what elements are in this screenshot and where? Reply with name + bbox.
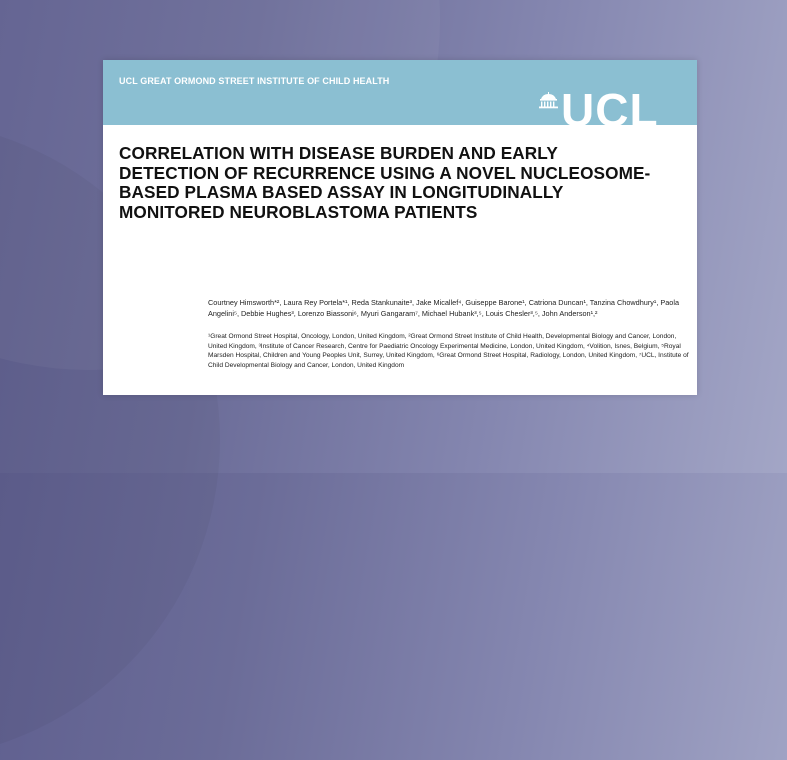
ucl-logo <box>535 88 685 128</box>
header-band <box>103 60 697 128</box>
affiliations: ¹Great Ormond Street Hospital, Oncology, London, United Kingdom, ²Great Ormond Street Institute of Child Health, Developmental Biology and Cancer, London, United Kingdom, ³Institute of Cancer Research, Centre for Paediatric Oncology Experimental Medicine, London, United Kingdom, ⁴Volition, Isnes, Belgium, ⁵Royal Marsden Hospital, Children and Young Peoples Unit, Surrey, United Kingdom, ⁶Great Ormond Street Hospital, Radiology, London, United Kingdom, ⁷UCL, Institute of Child Developmental Biology and Cancer, London, United Kingdom <box>208 333 689 369</box>
ucl-wordmark: UCL <box>561 88 659 128</box>
paper-title: CORRELATION WITH DISEASE BURDEN AND EARLY DETECTION OF RECURRENCE USING A NOVEL NUCLEOSOME-BASED PLASMA BASED ASSAY IN LONGITUDINALLY MONITORED NEUROBLASTOMA PATIENTS <box>119 143 651 222</box>
poster-document <box>103 60 697 395</box>
author-list: Courtney Himsworth*², Laura Rey Portela*¹, Reda Stankunaite³, Jake Micallef⁴, Guiseppe Barone¹, Catriona Duncan¹, Tanzina Chowdhury¹, Paola Angelini⁵, Debbie Hughes³, Lorenzo Biassoni⁶, Myuri Gangaram⁷, Michael Hubank³,⁵, Louis Chesler³,⁵, John Anderson¹,² <box>208 298 680 318</box>
institute-name: UCL GREAT ORMOND STREET INSTITUTE OF CHILD HEALTH <box>119 76 390 86</box>
portico-dome-icon <box>539 92 558 108</box>
